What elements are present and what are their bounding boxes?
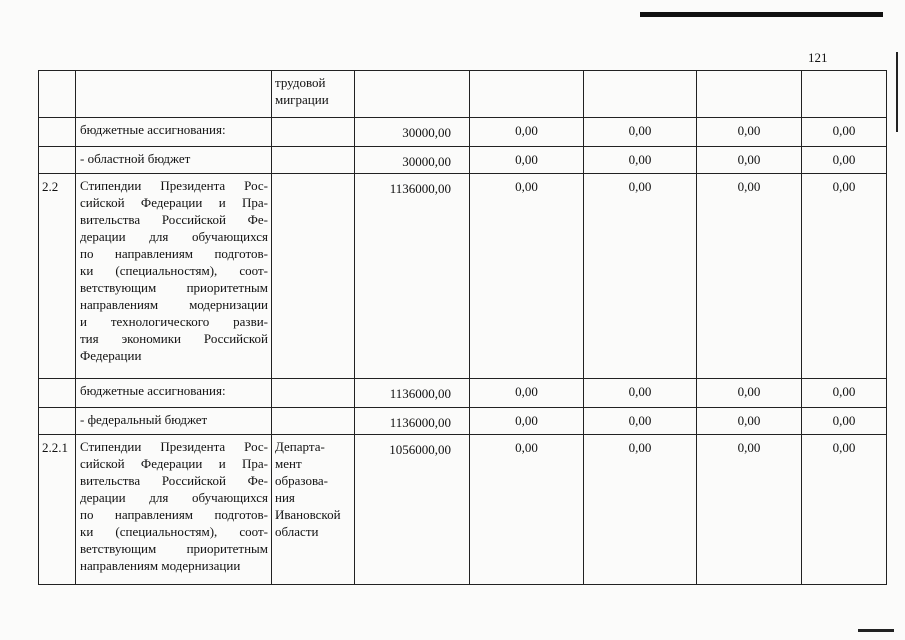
table-row bbox=[39, 408, 887, 435]
row-year-value bbox=[470, 71, 584, 118]
executor-line: миграции bbox=[275, 92, 329, 107]
row-amount: 1136000,00 bbox=[355, 174, 470, 379]
row-year-value: 0,00 bbox=[470, 118, 584, 147]
row-year-value: 0,00 bbox=[470, 379, 584, 408]
row-year-value: 0,00 bbox=[584, 435, 697, 585]
description-line: ки (специальностям), соот- bbox=[80, 524, 268, 539]
description-line: вительства Российской Фе- bbox=[80, 473, 268, 488]
row-code bbox=[39, 379, 76, 408]
row-year-value: 0,00 bbox=[802, 174, 887, 379]
description-line: - областной бюджет bbox=[80, 151, 191, 166]
table-row bbox=[39, 147, 887, 174]
row-year-value bbox=[802, 71, 887, 118]
row-year-value: 0,00 bbox=[584, 118, 697, 147]
executor-line: области bbox=[275, 524, 319, 539]
row-year-value: 0,00 bbox=[470, 435, 584, 585]
executor-line: Ивановской bbox=[275, 507, 341, 522]
row-code bbox=[39, 118, 76, 147]
table-row bbox=[39, 174, 887, 379]
description-line: - федеральный бюджет bbox=[80, 412, 208, 427]
margin-mark bbox=[896, 52, 898, 132]
row-year-value: 0,00 bbox=[697, 408, 802, 435]
row-amount bbox=[355, 71, 470, 118]
description-line: бюджетные ассигнования: bbox=[80, 122, 226, 137]
executor-line: трудовой bbox=[275, 75, 326, 90]
row-description bbox=[76, 174, 272, 379]
budget-table bbox=[38, 70, 887, 585]
description-line: по направлениям подготов- bbox=[80, 507, 268, 522]
row-description bbox=[76, 435, 272, 585]
row-year-value: 0,00 bbox=[802, 408, 887, 435]
row-description bbox=[76, 379, 272, 408]
row-year-value: 0,00 bbox=[697, 118, 802, 147]
row-description bbox=[76, 408, 272, 435]
description-line: бюджетные ассигнования: bbox=[80, 383, 226, 398]
description-line: дерации для обучающихся bbox=[80, 490, 268, 505]
description-line: Стипендии Президента Рос- bbox=[80, 439, 268, 454]
row-year-value bbox=[697, 71, 802, 118]
description-line: сийской Федерации и Пра- bbox=[80, 456, 268, 471]
row-year-value: 0,00 bbox=[697, 174, 802, 379]
row-year-value: 0,00 bbox=[697, 147, 802, 174]
description-line: сийской Федерации и Пра- bbox=[80, 195, 268, 210]
row-year-value: 0,00 bbox=[584, 379, 697, 408]
top-scan-bar bbox=[640, 12, 883, 17]
table-row bbox=[39, 379, 887, 408]
row-executor bbox=[272, 408, 355, 435]
row-amount: 1136000,00 bbox=[355, 379, 470, 408]
row-year-value: 0,00 bbox=[584, 408, 697, 435]
row-executor bbox=[272, 435, 355, 585]
table-row bbox=[39, 118, 887, 147]
row-year-value: 0,00 bbox=[802, 435, 887, 585]
executor-line: образова- bbox=[275, 473, 329, 488]
row-year-value: 0,00 bbox=[584, 174, 697, 379]
description-line: направлениям модернизации bbox=[80, 297, 268, 312]
row-year-value: 0,00 bbox=[470, 147, 584, 174]
row-year-value: 0,00 bbox=[802, 379, 887, 408]
description-line: Стипендии Президента Рос- bbox=[80, 178, 268, 193]
executor-line: ния bbox=[275, 490, 295, 505]
bottom-mark bbox=[858, 629, 894, 632]
description-line: ветствующим приоритетным bbox=[80, 541, 268, 556]
row-executor bbox=[272, 118, 355, 147]
description-line: Федерации bbox=[80, 348, 142, 363]
row-amount: 1056000,00 bbox=[355, 435, 470, 585]
row-executor bbox=[272, 379, 355, 408]
row-year-value: 0,00 bbox=[584, 147, 697, 174]
row-code bbox=[39, 147, 76, 174]
row-year-value: 0,00 bbox=[697, 435, 802, 585]
row-amount: 1136000,00 bbox=[355, 408, 470, 435]
description-line: вительства Российской Фе- bbox=[80, 212, 268, 227]
executor-line: мент bbox=[275, 456, 302, 471]
description-line: дерации для обучающихся bbox=[80, 229, 268, 244]
row-amount: 30000,00 bbox=[355, 118, 470, 147]
row-executor bbox=[272, 174, 355, 379]
row-year-value: 0,00 bbox=[802, 118, 887, 147]
row-year-value: 0,00 bbox=[470, 408, 584, 435]
table-body bbox=[39, 71, 887, 585]
description-line: и технологического разви- bbox=[80, 314, 268, 329]
description-line: тия экономики Российской bbox=[80, 331, 268, 346]
table-row bbox=[39, 435, 887, 585]
row-executor bbox=[272, 147, 355, 174]
row-amount: 30000,00 bbox=[355, 147, 470, 174]
description-line: направлениям модернизации bbox=[80, 558, 241, 573]
row-year-value bbox=[584, 71, 697, 118]
row-code: 2.2 bbox=[39, 174, 76, 379]
executor-line: Департа- bbox=[275, 439, 325, 454]
row-code: 2.2.1 bbox=[39, 435, 76, 585]
row-year-value: 0,00 bbox=[802, 147, 887, 174]
row-year-value: 0,00 bbox=[697, 379, 802, 408]
row-description bbox=[76, 147, 272, 174]
table-row bbox=[39, 71, 887, 118]
row-year-value: 0,00 bbox=[470, 174, 584, 379]
row-code bbox=[39, 408, 76, 435]
page-number: 121 bbox=[808, 50, 828, 65]
description-line: ветствующим приоритетным bbox=[80, 280, 268, 295]
description-line: ки (специальностям), соот- bbox=[80, 263, 268, 278]
row-description bbox=[76, 118, 272, 147]
description-line: по направлениям подготов- bbox=[80, 246, 268, 261]
row-executor bbox=[272, 71, 355, 118]
row-code bbox=[39, 71, 76, 118]
row-description bbox=[76, 71, 272, 118]
